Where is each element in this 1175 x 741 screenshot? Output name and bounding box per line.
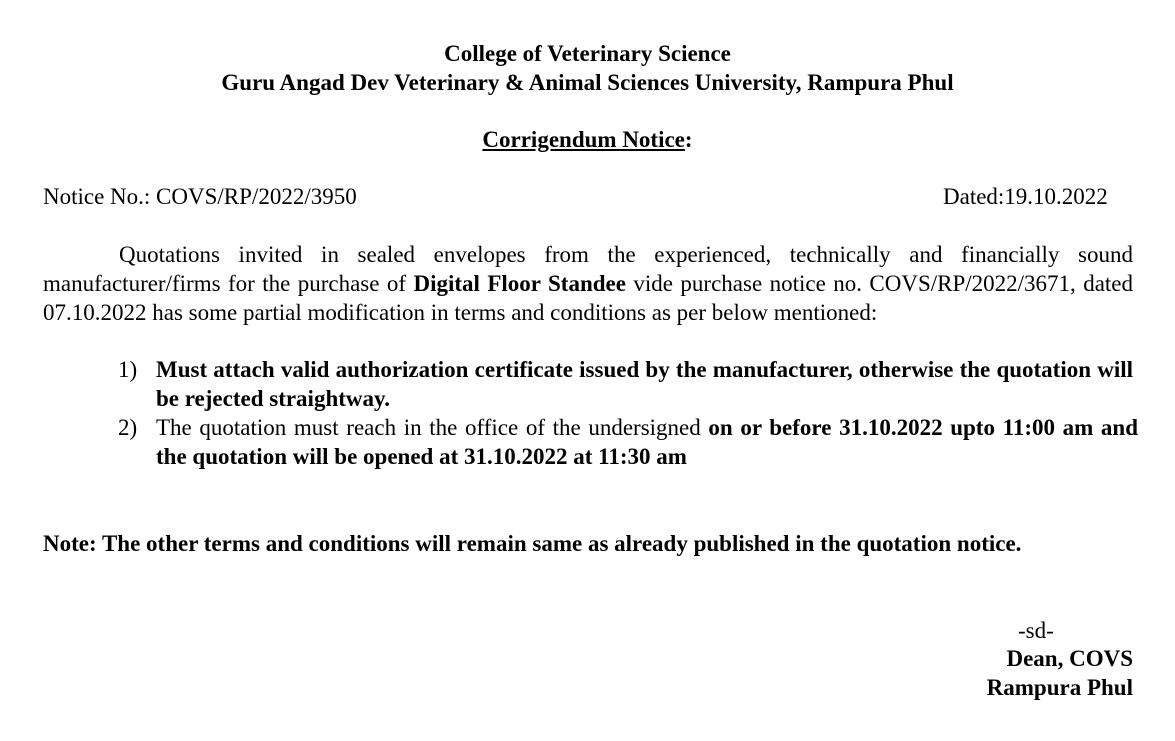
point-2-number: 2) <box>118 415 138 440</box>
point-2-plain: The quotation must reach in the office of the undersigned <box>156 415 709 440</box>
signature-designation: Dean, COVS <box>1006 646 1133 671</box>
signature-place: Rampura Phul <box>986 675 1133 700</box>
body-text-part2: vide purchase notice no. COVS/RP/2022/3671, dated 07.10.2022 has some partial modification in terms and conditions as per below mentioned: <box>43 271 1134 325</box>
note-text: Note: The other terms and conditions will remain same as already published in the quotation notice. <box>43 531 1022 556</box>
point-2-bold: on or before 31.10.2022 upto 11:00 am and the quotation will be opened at 31.10.2022 at 11:30 am <box>156 415 1138 469</box>
body-text-part1: Quotations invited in sealed envelopes from the experienced, technically and financially sound manufacturer/firms for the purchase of <box>43 242 1133 296</box>
notice-title-colon: : <box>684 127 693 152</box>
notice-number: Notice No.: COVS/RP/2022/3950 <box>43 184 357 209</box>
item-name: Digital Floor Standee <box>413 271 626 296</box>
college-name: College of Veterinary Science <box>444 41 731 66</box>
notice-title <box>0 125 1175 154</box>
body-paragraph <box>43 240 1133 327</box>
point-1-text: Must attach valid authorization certificate issued by the manufacturer, otherwise the quotation will be rejected straightway. <box>156 357 1133 411</box>
point-2-text <box>156 413 1138 471</box>
university-name: Guru Angad Dev Veterinary & Animal Sciences University, Rampura Phul <box>221 70 954 95</box>
point-1-number: 1) <box>118 357 138 382</box>
notice-title-text: Corrigendum Notice <box>482 127 685 152</box>
notice-date: Dated:19.10.2022 <box>943 184 1108 209</box>
signature-sd: -sd- <box>1018 618 1054 643</box>
